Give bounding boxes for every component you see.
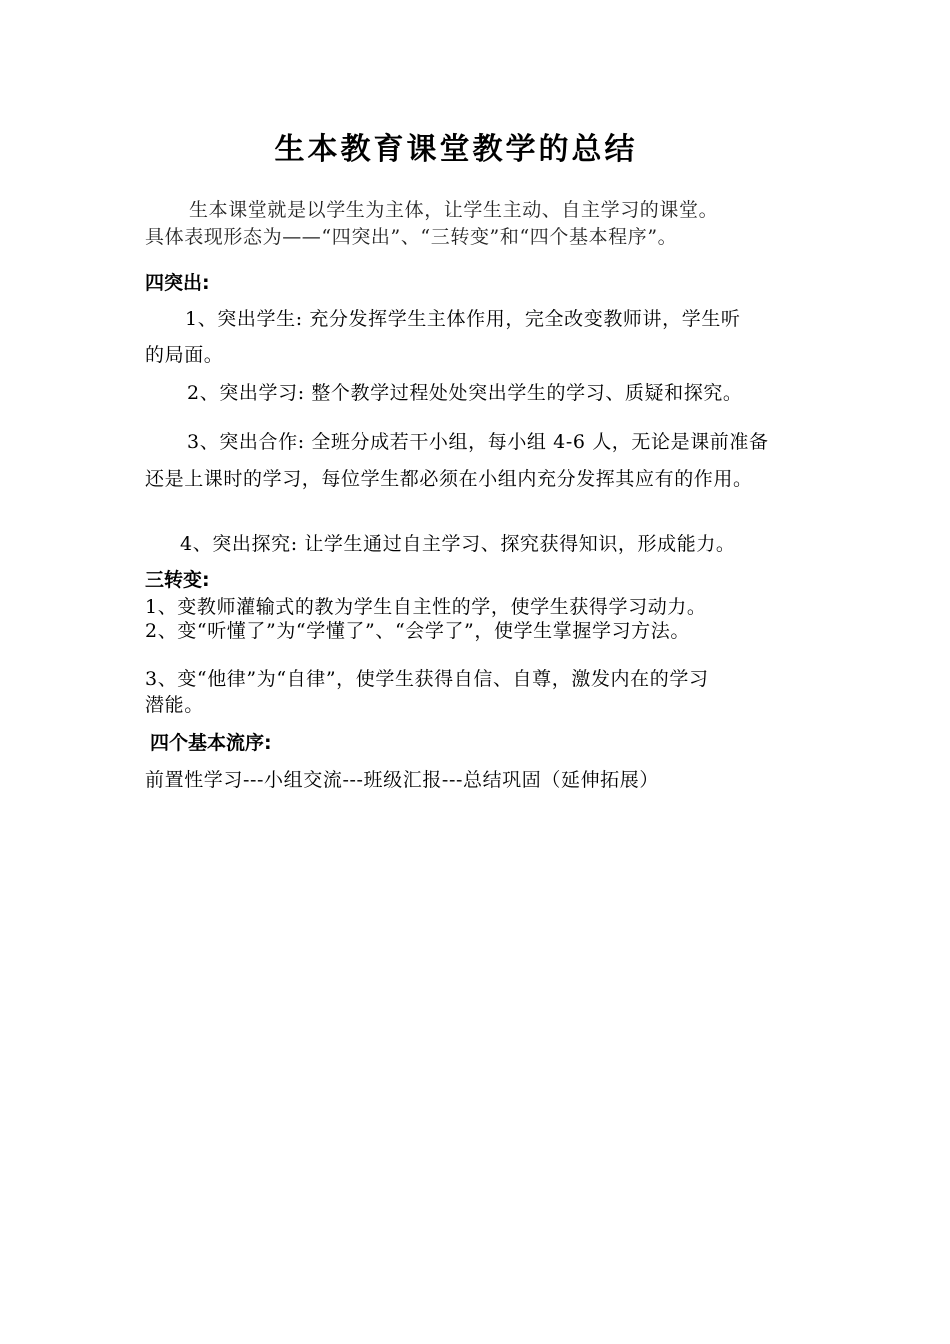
change-item-3-line-2: 潜能。 <box>145 694 204 716</box>
highlight-item-2: 2、突出学习: 整个教学过程处处突出学生的学习、质疑和探究。 <box>187 382 743 404</box>
section-heading-three-changes: 三转变: <box>145 569 210 591</box>
highlight-item-3-line-1: 3、突出合作: 全班分成若干小组，每小组 4-6 人，无论是课前准备 <box>187 431 769 453</box>
change-item-1: 1、变教师灌输式的教为学生自主性的学，使学生获得学习动力。 <box>145 596 707 618</box>
change-item-3-line-1: 3、变“他律”为“自律”，使学生获得自信、自尊，激发内在的学习 <box>145 668 709 690</box>
intro-line-2: 具体表现形态为——“四突出”、“三转变”和“四个基本程序”。 <box>145 226 678 248</box>
change-item-2: 2、变“听懂了”为“学懂了”、“会学了”，使学生掌握学习方法。 <box>145 620 690 642</box>
highlight-item-3-line-2: 还是上课时的学习，每位学生都必须在小组内充分发挥其应有的作用。 <box>145 468 753 490</box>
intro-line-1: 生本课堂就是以学生为主体，让学生主动、自主学习的课堂。 <box>189 199 719 221</box>
highlight-item-1-line-2: 的局面。 <box>145 344 224 366</box>
procedure-flow: 前置性学习---小组交流---班级汇报---总结巩固（延伸拓展） <box>145 769 659 791</box>
document-title: 生本教育课堂教学的总结 <box>274 132 638 167</box>
section-heading-four-procedures: 四个基本流序: <box>150 732 272 754</box>
highlight-item-4: 4、突出探究: 让学生通过自主学习、探究获得知识，形成能力。 <box>180 533 736 555</box>
highlight-item-1-line-1: 1、突出学生: 充分发挥学生主体作用，完全改变教师讲，学生听 <box>185 308 741 330</box>
section-heading-four-highlights: 四突出: <box>145 272 210 294</box>
